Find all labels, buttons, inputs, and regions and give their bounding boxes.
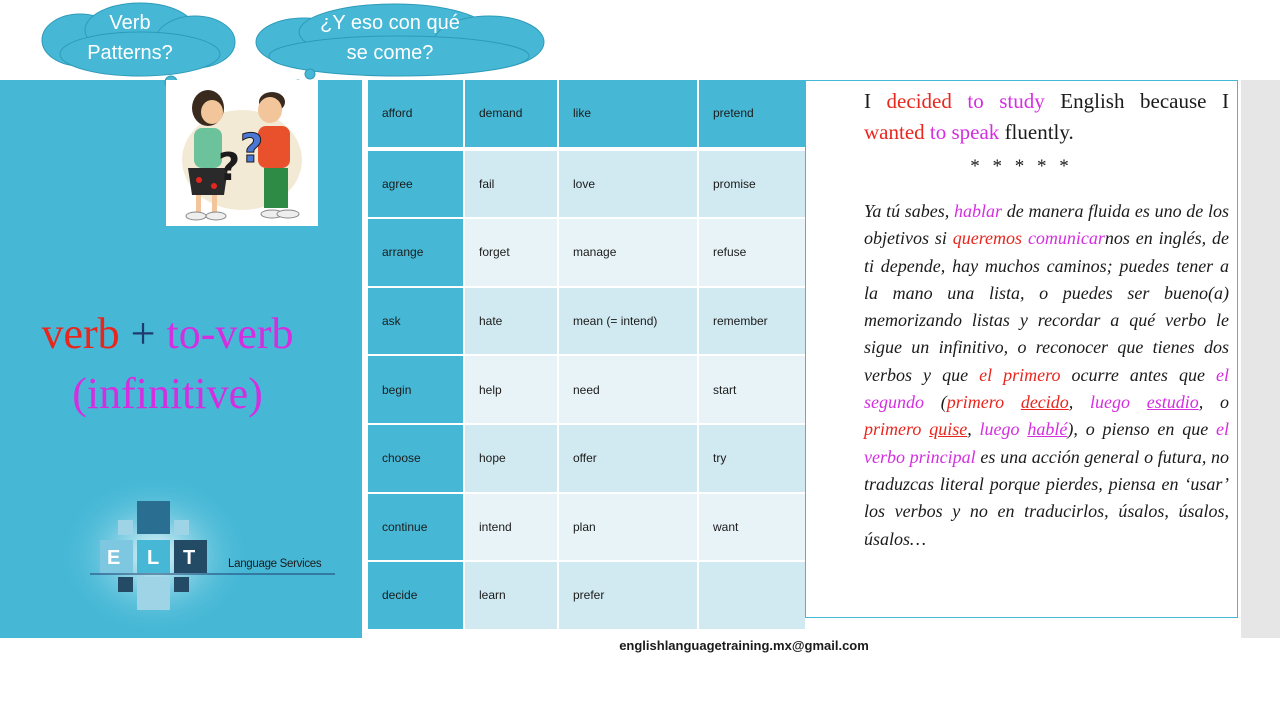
table-cell: intend [465,494,559,563]
table-row [368,151,805,220]
table-cell: remember [699,288,805,357]
title-plus: + [130,309,156,358]
table-cell [699,562,805,631]
table-cell: promise [699,151,805,220]
table-cell: start [699,356,805,425]
spanish-explanation: Ya tú sabes, hablar de manera fluida es uno de los objetivos si queremos comunicarnos en inglés, de ti depende, hay muchos caminos; puedes tener a la mano una lista, o puedes ser bueno(a) memorizando listas y recordar a qué verbo le sigue un infinitivo, o reconocer que tienes dos verbos y que el primero ocurre antes que el segundo (primero decido, luego estudio, o primero quise, luego hablé), o pienso en que el verbo principal es una acción general o futura, no traduzcas literal porque pierdes, piensa en ‘usar’ los verbos y no en traducirlos, úsalos, úsalos, úsalos… [864,201,1230,549]
table-cell: love [559,151,699,220]
table-cell: agree [368,151,465,220]
table-row [368,219,805,288]
table-cell: hate [465,288,559,357]
page-title [0,304,335,424]
svg-text:?: ? [218,145,241,189]
table-cell: decide [368,562,465,631]
logo-label: Language Services [228,558,322,570]
table-cell: arrange [368,219,465,288]
title-verb: verb [41,309,120,358]
logo-letter-l: L [147,547,160,569]
table-cell: prefer [559,562,699,631]
example-sentence: I decided to study English because I wanted to speak fluently. [864,89,1230,144]
verb-table [368,80,805,631]
table-cell: fail [465,151,559,220]
title-infinitive: (infinitive) [72,369,263,418]
explanation-box [805,80,1238,618]
table-cell: try [699,425,805,494]
table-cell: plan [559,494,699,563]
table-row [368,288,805,357]
confused-people-illustration [166,80,318,226]
table-row [368,356,805,425]
table-cell: offer [559,425,699,494]
elt-logo [60,470,360,630]
table-cell: forget [465,219,559,288]
table-cell: continue [368,494,465,563]
table-cell: need [559,356,699,425]
table-cell: pretend [699,80,805,149]
left-cloud-text: Verb Patterns? [87,12,173,64]
svg-text:?: ? [240,126,264,172]
table-row [368,494,805,563]
table-cell: demand [465,80,559,149]
table-cell: hope [465,425,559,494]
table-cell: like [559,80,699,149]
table-cell: choose [368,425,465,494]
table-cell: learn [465,562,559,631]
table-cell: manage [559,219,699,288]
table-row [368,425,805,494]
table-cell: want [699,494,805,563]
table-cell: refuse [699,219,805,288]
table-cell: afford [368,80,465,149]
logo-letter-t: T [183,547,196,569]
title-to-verb: to-verb [166,309,294,358]
table-cell: begin [368,356,465,425]
table-cell: help [465,356,559,425]
table-cell: ask [368,288,465,357]
table-row [368,562,805,631]
right-side-strip [1241,80,1280,638]
table-cell: mean (= intend) [559,288,699,357]
contact-email: englishlanguagetraining.mx@gmail.com [619,638,869,653]
logo-letter-e: E [107,547,121,569]
separator-stars: * * * * * [970,156,1073,177]
right-cloud-text: ¿Y eso con qué se come? [320,12,460,64]
table-row [368,80,805,151]
